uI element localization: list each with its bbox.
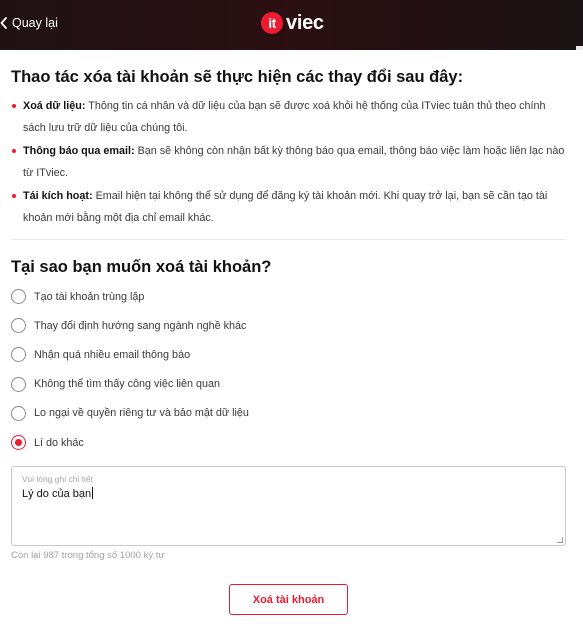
reason-detail-textarea[interactable] [11, 466, 566, 546]
reason-option-too-many-emails[interactable] [11, 340, 249, 369]
textarea-hint: Vui lòng ghi chi tiết [22, 474, 94, 484]
radio-button[interactable] [11, 318, 26, 333]
character-counter: Còn lại 987 trong tổng số 1000 ký tự [11, 550, 165, 561]
reason-label: Nhận quá nhiều email thông báo [34, 348, 191, 361]
text-caret [92, 487, 93, 499]
radio-button[interactable] [11, 377, 26, 392]
change-term: Thông báo qua email: [23, 145, 135, 157]
reason-option-privacy[interactable] [11, 399, 249, 428]
logo-mark: it [261, 12, 283, 34]
change-term: Xoá dữ liệu: [23, 100, 86, 112]
reason-option-no-relevant-jobs[interactable] [11, 370, 249, 399]
reasons-title: Tại sao bạn muốn xoá tài khoản? [11, 258, 272, 276]
delete-account-button[interactable]: Xoá tài khoản [229, 584, 348, 615]
radio-button[interactable] [11, 289, 26, 304]
change-desc: Email hiện tại không thể sử dụng để đăng ký tài khoản mới. Khi quay trở lại, bạn sẽ cần tạo tài khoản mới bằng một địa chỉ email khác. [23, 190, 548, 224]
reason-label: Thay đổi định hướng sang ngành nghề khác [34, 319, 247, 332]
reason-label: Không thể tìm thấy công việc liên quan [34, 378, 221, 391]
radio-button[interactable] [11, 347, 26, 362]
itviec-logo[interactable] [261, 9, 324, 37]
changes-list [11, 95, 566, 230]
reason-options [11, 282, 249, 457]
change-item-reactivate [11, 185, 566, 229]
changes-title: Thao tác xóa tài khoản sẽ thực hiện các thay đổi sau đây: [11, 68, 464, 86]
change-item-data [11, 95, 566, 139]
reason-option-career-change[interactable] [11, 311, 249, 340]
back-button[interactable] [0, 12, 58, 34]
reason-option-other[interactable] [11, 428, 249, 457]
top-bar [0, 0, 583, 50]
change-term: Tái kích hoạt: [23, 190, 93, 202]
change-desc: Thông tin cá nhân và dữ liệu của bạn sẽ được xoá khỏi hệ thống của ITviec tuân thủ theo chính sách lưu trữ dữ liệu của chúng tôi. [23, 100, 546, 134]
back-label: Quay lại [12, 16, 58, 30]
reason-label: Tạo tài khoản trùng lặp [34, 290, 145, 303]
change-item-email [11, 140, 566, 184]
delete-account-card [0, 50, 583, 640]
logo-text: viec [286, 11, 324, 34]
chevron-left-icon [0, 17, 8, 29]
resize-handle-icon[interactable] [557, 537, 563, 543]
radio-button[interactable] [11, 406, 26, 421]
textarea-value: Lý do của bạn [22, 488, 92, 500]
reason-label: Lo ngại về quyền riêng tư và bảo mật dữ liệu [34, 407, 249, 420]
radio-button-selected[interactable] [11, 435, 26, 450]
reason-label: Lí do khác [34, 436, 84, 449]
divider [11, 239, 566, 240]
change-desc: Bạn sẽ không còn nhận bất kỳ thông báo qua email, thông báo việc làm hoặc liên lạc nào từ ITviec. [23, 145, 565, 179]
reason-option-duplicate[interactable] [11, 282, 249, 311]
